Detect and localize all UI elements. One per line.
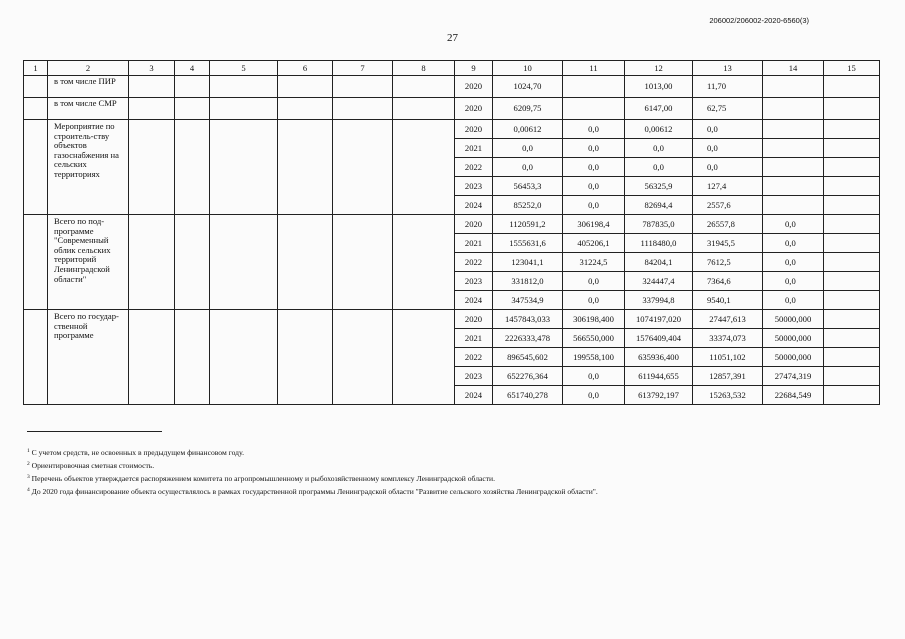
- value-cell: 62,75: [693, 98, 763, 120]
- value-cell: 31224,5: [563, 253, 625, 272]
- value-cell: [824, 310, 880, 329]
- value-cell: 2226333,478: [493, 329, 563, 348]
- value-cell: 0,0: [693, 120, 763, 139]
- year-cell: 2020: [455, 120, 493, 139]
- footnote: [27, 459, 598, 472]
- value-cell: [563, 76, 625, 98]
- value-cell: 1120591,2: [493, 215, 563, 234]
- value-cell: 50000,000: [763, 348, 824, 367]
- value-cell: [824, 158, 880, 177]
- value-cell: 56453,3: [493, 177, 563, 196]
- year-cell: 2021: [455, 139, 493, 158]
- value-cell: [824, 291, 880, 310]
- value-cell: 11,70: [693, 76, 763, 98]
- footnote: [27, 472, 598, 485]
- col-header: 14: [763, 61, 824, 76]
- year-cell: 2020: [455, 215, 493, 234]
- value-cell: 1074197,020: [625, 310, 693, 329]
- value-cell: 0,0: [625, 139, 693, 158]
- year-cell: 2023: [455, 177, 493, 196]
- value-cell: 84204,1: [625, 253, 693, 272]
- value-cell: 405206,1: [563, 234, 625, 253]
- table-row: [24, 215, 880, 234]
- value-cell: 56325,9: [625, 177, 693, 196]
- col-header: 13: [693, 61, 763, 76]
- footnote-mark: 1: [27, 448, 30, 454]
- value-cell: 324447,4: [625, 272, 693, 291]
- value-cell: [763, 177, 824, 196]
- value-cell: 0,0: [763, 253, 824, 272]
- value-cell: 127,4: [693, 177, 763, 196]
- footnote: [27, 446, 598, 459]
- footnote: [27, 485, 598, 498]
- value-cell: 0,0: [763, 291, 824, 310]
- value-cell: 85252,0: [493, 196, 563, 215]
- value-cell: 0,0: [563, 120, 625, 139]
- footnotes: [27, 446, 598, 498]
- col-header: 4: [175, 61, 210, 76]
- row-name: в том числе СМР: [48, 98, 129, 120]
- value-cell: 15263,532: [693, 386, 763, 405]
- value-cell: 0,0: [563, 386, 625, 405]
- value-cell: 0,0: [493, 158, 563, 177]
- value-cell: 306198,400: [563, 310, 625, 329]
- year-cell: 2020: [455, 98, 493, 120]
- col-header: 9: [455, 61, 493, 76]
- value-cell: 6147,00: [625, 98, 693, 120]
- value-cell: 50000,000: [763, 310, 824, 329]
- value-cell: [824, 139, 880, 158]
- year-cell: 2024: [455, 291, 493, 310]
- value-cell: 787835,0: [625, 215, 693, 234]
- value-cell: 0,0: [693, 158, 763, 177]
- value-cell: 0,0: [763, 272, 824, 291]
- value-cell: [824, 234, 880, 253]
- table-row: [24, 76, 880, 98]
- value-cell: 33374,073: [693, 329, 763, 348]
- value-cell: 0,00612: [625, 120, 693, 139]
- col-header: 11: [563, 61, 625, 76]
- year-cell: 2020: [455, 76, 493, 98]
- value-cell: 0,0: [563, 139, 625, 158]
- value-cell: 566550,000: [563, 329, 625, 348]
- value-cell: 337994,8: [625, 291, 693, 310]
- value-cell: [763, 139, 824, 158]
- value-cell: 0,0: [763, 234, 824, 253]
- year-cell: 2022: [455, 348, 493, 367]
- value-cell: [763, 120, 824, 139]
- column-header-row: [24, 61, 880, 76]
- footnote-mark: 3: [27, 473, 30, 480]
- value-cell: 0,0: [563, 158, 625, 177]
- value-cell: 6209,75: [493, 98, 563, 120]
- value-cell: [824, 120, 880, 139]
- document-number: 206002/206002-2020-6560(3): [709, 16, 809, 25]
- value-cell: [824, 196, 880, 215]
- row-name: в том числе ПИР: [48, 76, 129, 98]
- year-cell: 2024: [455, 196, 493, 215]
- col-header: 6: [278, 61, 333, 76]
- value-cell: [824, 348, 880, 367]
- row-name: Всего по государ-ственной программе: [48, 310, 129, 405]
- value-cell: 22684,549: [763, 386, 824, 405]
- col-header: 2: [48, 61, 129, 76]
- footnote-mark: 2: [27, 460, 30, 467]
- value-cell: [824, 177, 880, 196]
- value-cell: 7364,6: [693, 272, 763, 291]
- col-header: 12: [625, 61, 693, 76]
- value-cell: 0,0: [493, 139, 563, 158]
- year-cell: 2022: [455, 158, 493, 177]
- value-cell: [563, 98, 625, 120]
- col-header: 5: [210, 61, 278, 76]
- value-cell: 199558,100: [563, 348, 625, 367]
- value-cell: 7612,5: [693, 253, 763, 272]
- value-cell: 651740,278: [493, 386, 563, 405]
- col-header: 7: [333, 61, 393, 76]
- value-cell: 1024,70: [493, 76, 563, 98]
- row-name: Всего по под-программе "Современный облик сельских территорий Ленинградской области": [48, 215, 129, 310]
- footnote-text: Ориентировочная сметная стоимость.: [31, 460, 155, 470]
- value-cell: 27474,319: [763, 367, 824, 386]
- value-cell: 50000,000: [763, 329, 824, 348]
- value-cell: [824, 76, 880, 98]
- value-cell: 347534,9: [493, 291, 563, 310]
- year-cell: 2021: [455, 329, 493, 348]
- value-cell: 611944,655: [625, 367, 693, 386]
- footnote-text: До 2020 года финансирование объекта осуществлялось в рамках государственной программы Ленинградской области "Развитие сельского хозяйства Ленинградской области".: [31, 486, 598, 496]
- footnote-text: С учетом средств, не освоенных в предыдущем финансовом году.: [31, 448, 244, 457]
- value-cell: 331812,0: [493, 272, 563, 291]
- value-cell: 635936,400: [625, 348, 693, 367]
- value-cell: 11051,102: [693, 348, 763, 367]
- year-cell: 2023: [455, 367, 493, 386]
- table-row: [24, 120, 880, 139]
- value-cell: 1576409,404: [625, 329, 693, 348]
- value-cell: 0,0: [693, 139, 763, 158]
- value-cell: 0,00612: [493, 120, 563, 139]
- year-cell: 2024: [455, 386, 493, 405]
- value-cell: [824, 98, 880, 120]
- col-header: 1: [24, 61, 48, 76]
- value-cell: [824, 272, 880, 291]
- value-cell: 12857,391: [693, 367, 763, 386]
- table-row: [24, 98, 880, 120]
- value-cell: 31945,5: [693, 234, 763, 253]
- value-cell: 0,0: [563, 272, 625, 291]
- value-cell: 306198,4: [563, 215, 625, 234]
- year-cell: 2022: [455, 253, 493, 272]
- value-cell: 26557,8: [693, 215, 763, 234]
- col-header: 3: [129, 61, 175, 76]
- value-cell: [824, 329, 880, 348]
- footnote-divider: [27, 431, 162, 432]
- value-cell: 123041,1: [493, 253, 563, 272]
- value-cell: [824, 386, 880, 405]
- footnote-mark: 4: [27, 486, 30, 493]
- footnote-text: Перечень объектов утверждается распоряжением комитета по агропромышленному и рыбохозяйственному комплексу Ленинградской области.: [31, 473, 496, 483]
- value-cell: 652276,364: [493, 367, 563, 386]
- value-cell: 0,0: [563, 196, 625, 215]
- program-finance-table: [23, 60, 880, 405]
- col-header: 15: [824, 61, 880, 76]
- table-row: [24, 310, 880, 329]
- year-cell: 2023: [455, 272, 493, 291]
- value-cell: 1013,00: [625, 76, 693, 98]
- value-cell: 0,0: [563, 177, 625, 196]
- value-cell: 896545,602: [493, 348, 563, 367]
- value-cell: [763, 76, 824, 98]
- row-name: Мероприятие по строитель-ству объектов газоснабжения на сельских территориях: [48, 120, 129, 215]
- value-cell: 1457843,033: [493, 310, 563, 329]
- value-cell: 0,0: [563, 367, 625, 386]
- value-cell: 0,0: [563, 291, 625, 310]
- value-cell: [824, 367, 880, 386]
- year-cell: 2020: [455, 310, 493, 329]
- value-cell: 9540,1: [693, 291, 763, 310]
- value-cell: [824, 253, 880, 272]
- value-cell: 1555631,6: [493, 234, 563, 253]
- value-cell: 613792,197: [625, 386, 693, 405]
- value-cell: 27447,613: [693, 310, 763, 329]
- value-cell: [763, 98, 824, 120]
- col-header: 10: [493, 61, 563, 76]
- col-header: 8: [393, 61, 455, 76]
- year-cell: 2021: [455, 234, 493, 253]
- value-cell: 82694,4: [625, 196, 693, 215]
- page-number: 27: [447, 32, 458, 44]
- value-cell: [824, 215, 880, 234]
- value-cell: 0,0: [763, 215, 824, 234]
- value-cell: [763, 158, 824, 177]
- value-cell: [763, 196, 824, 215]
- value-cell: 2557,6: [693, 196, 763, 215]
- value-cell: 0,0: [625, 158, 693, 177]
- value-cell: 1118480,0: [625, 234, 693, 253]
